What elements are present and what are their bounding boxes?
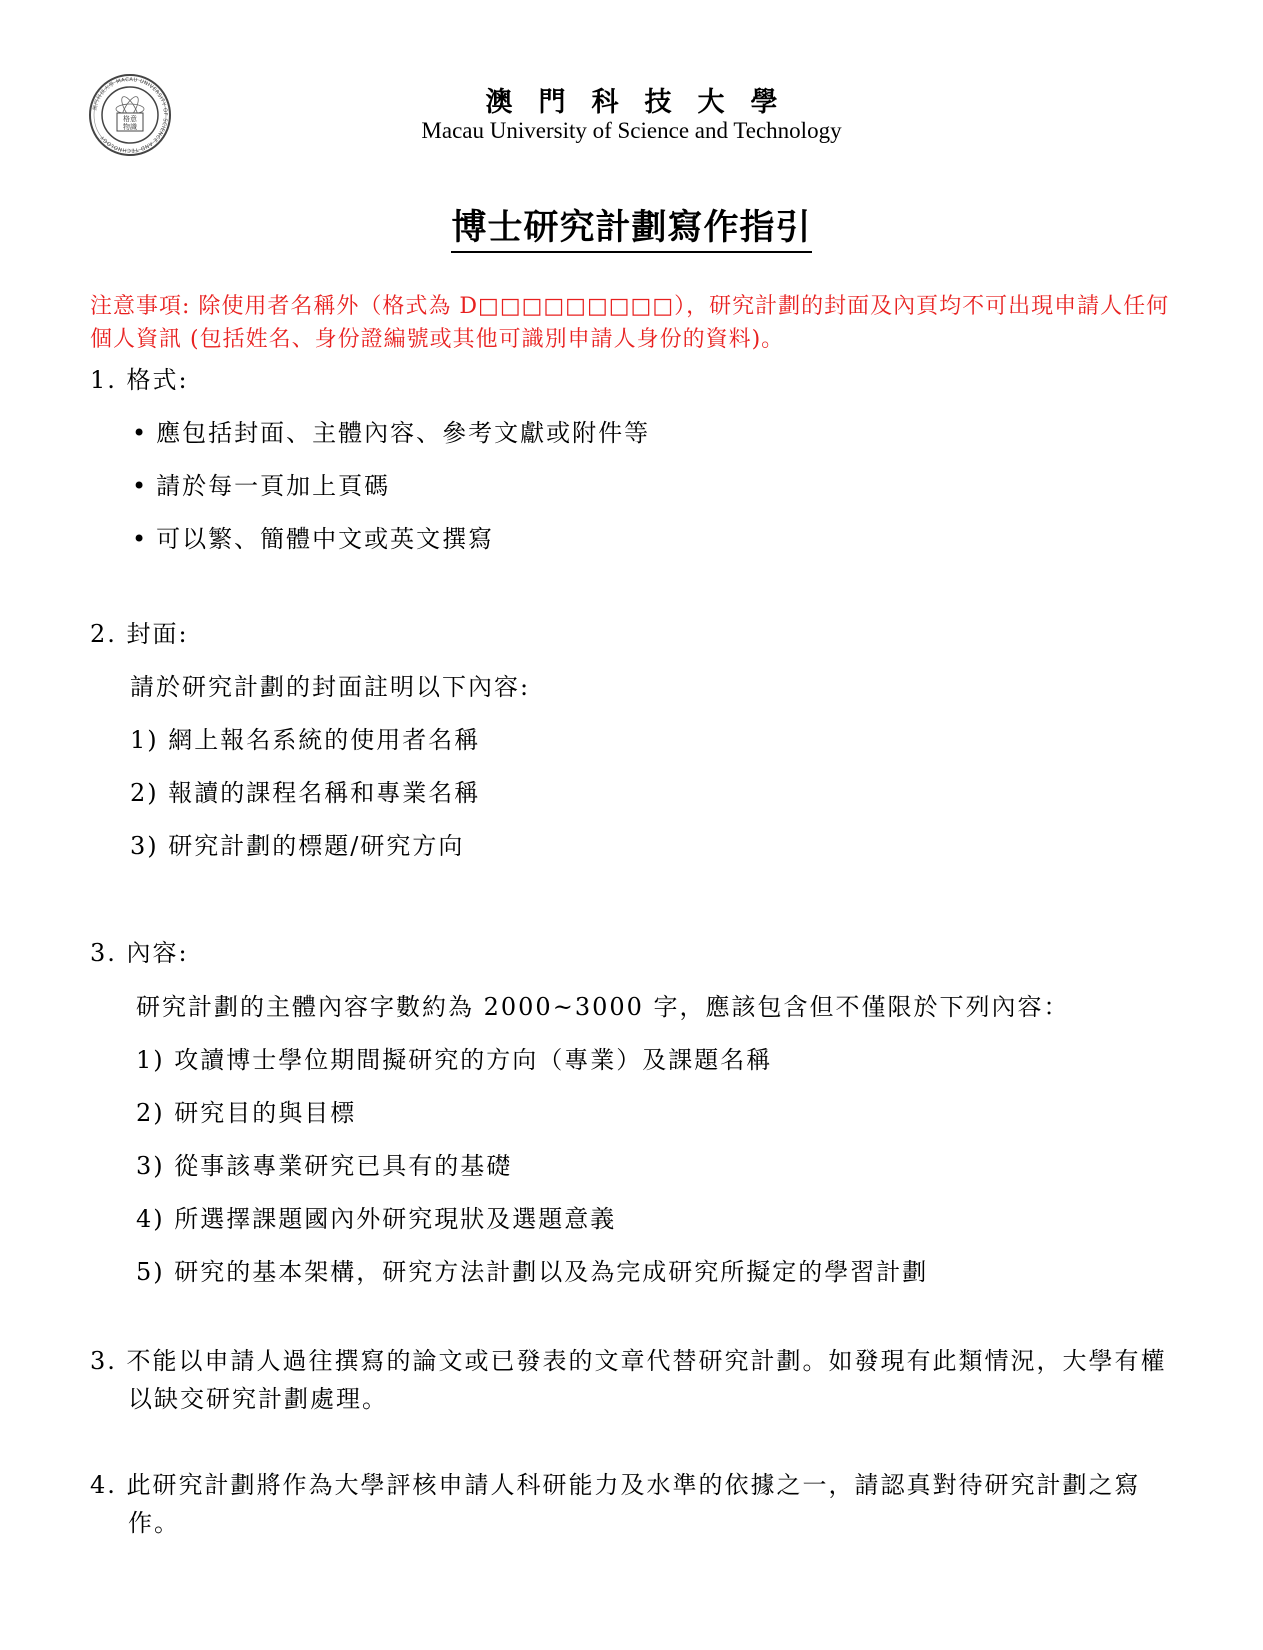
- section-content-heading: 3. 內容:: [90, 939, 189, 967]
- document-title: [0, 200, 1263, 250]
- section-cover-heading: 2. 封面:: [90, 620, 189, 648]
- note-3-text: 3. 不能以申請人過往撰寫的論文或已發表的文章代替研究計劃。如發現有此類情況，大學有權以缺交研究計劃處理。: [90, 1347, 1167, 1413]
- format-item: • 可以繁、簡體中文或英文撰寫: [132, 519, 494, 554]
- cover-item: 2) 報讀的課程名稱和專業名稱: [130, 779, 481, 807]
- format-item: • 應包括封面、主體內容、參考文獻或附件等: [132, 413, 650, 448]
- note-3-paragraph: [90, 1342, 1170, 1418]
- section-format-heading: 1. 格式:: [90, 366, 189, 394]
- note-4-text: 4. 此研究計劃將作為大學評核申請人科研能力及水準的依據之一，請認真對待研究計劃之寫作。: [90, 1471, 1141, 1537]
- svg-text:澳門科技大學 MACAU UNIVERSITY OF SCI: 澳門科技大學 MACAU UNIVERSITY OF SCIENCE AND TECHNOLOGY: [92, 76, 169, 154]
- cover-item: 3) 研究計劃的標題/研究方向: [130, 832, 465, 860]
- format-item: • 請於每一頁加上頁碼: [132, 466, 390, 501]
- document-title-text: 博士研究計劃寫作指引: [451, 207, 811, 253]
- university-name-english: Macau University of Science and Technology: [421, 118, 842, 143]
- svg-text:格意: 格意: [123, 115, 137, 123]
- content-item: 4) 所選擇課題國內外研究現狀及選題意義: [136, 1205, 617, 1233]
- cover-item: 1) 網上報名系統的使用者名稱: [130, 726, 481, 754]
- content-item: 5) 研究的基本架構，研究方法計劃以及為完成研究所擬定的學習計劃: [136, 1258, 929, 1286]
- cover-intro: 請於研究計劃的封面註明以下內容:: [130, 673, 531, 701]
- content-intro: 研究計劃的主體內容字數約為 2000~3000 字，應該包含但不僅限於下列內容：: [136, 993, 1070, 1021]
- svg-text:物識: 物識: [123, 123, 137, 131]
- university-name-chinese: 澳門科技大學: [485, 87, 804, 118]
- notice-paragraph: 注意事項: 除使用者名稱外（格式為 D□□□□□□□□□），研究計劃的封面及內頁均不可出現申請人任何個人資訊 (包括姓名、身份證編號或其他可識別申請人身份的資料)。: [90, 294, 1170, 352]
- content-item: 3) 從事該專業研究已具有的基礎: [136, 1152, 513, 1180]
- content-item: 1) 攻讀博士學位期間擬研究的方向（專業）及課題名稱: [136, 1046, 773, 1074]
- note-4-paragraph: [90, 1466, 1170, 1542]
- content-item: 2) 研究目的與目標: [136, 1099, 357, 1127]
